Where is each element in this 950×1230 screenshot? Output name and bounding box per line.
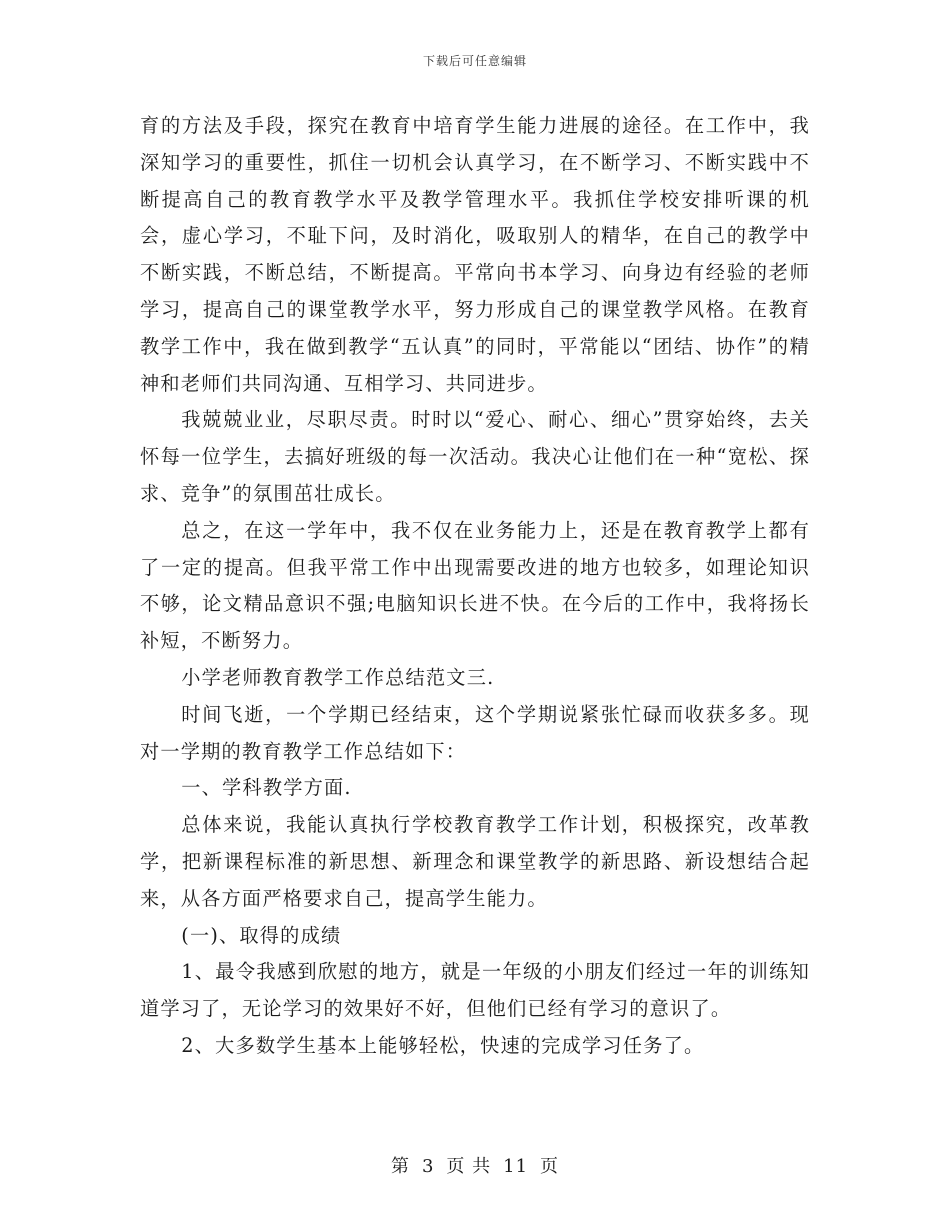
footer-total-pages: 11 <box>503 1156 529 1177</box>
paragraph-7: 总体来说，我能认真执行学校教育教学工作计划，积极探究，改革教学，把新课程标准的新思想、新理念和课堂教学的新思路、新设想结合起来，从各方面严格要求自己，提高学生能力。 <box>140 813 810 910</box>
list-item-1: 1、最令我感到欣慰的地方，就是一年级的小朋友们经过一年的训练知道学习了，无论学习的效果好不好，但他们已经有学习的意识了。 <box>140 960 810 1021</box>
footer-suffix: 页 <box>540 1156 560 1177</box>
document-body <box>140 108 810 1065</box>
page-header: 下载后可任意编辑 <box>422 54 527 68</box>
paragraph-2: 我兢兢业业，尽职尽责。时时以“爱心、耐心、细心”贯穿始终，去关怀每一位学生，去搞好班级的每一次活动。我决心让他们在一种“宽松、探求、竞争”的氛围茁壮成长。 <box>140 408 810 505</box>
heading-achievements: (一)、取得的成绩 <box>181 923 342 947</box>
paragraph-3: 总之，在这一学年中，我不仅在业务能力上，还是在教育教学上都有了一定的提高。但我平常工作中出现需要改进的地方也较多，如理论知识不够，论文精品意识不强;电脑知识长进不快。在今后的工作中，我将扬长补短，不断努力。 <box>140 518 810 653</box>
paragraph-1: 育的方法及手段，探究在教育中培育学生能力进展的途径。在工作中，我深知学习的重要性，抓住一切机会认真学习，在不断学习、不断实践中不断提高自己的教育教学水平及教学管理水平。我抓住学校安排听课的机会，虚心学习，不耻下问，及时消化，吸取别人的精华，在自己的教学中不断实践，不断总结，不断提高。平常向书本学习、向身边有经验的老师学习，提高自己的课堂教学水平，努力形成自己的课堂教学风格。在教育教学工作中，我在做到教学“五认真”的同时，平常能以“团结、协作”的精神和老师们共同沟通、互相学习、共同进步。 <box>140 114 810 395</box>
footer-prefix: 第 <box>390 1156 410 1177</box>
footer-current-page: 3 <box>421 1156 435 1177</box>
footer-middle: 页 共 <box>446 1156 492 1177</box>
list-item-2: 2、大多数学生基本上能够轻松，快速的完成学习任务了。 <box>181 1033 705 1057</box>
heading-subject-teaching: 一、学科教学方面. <box>181 776 352 800</box>
section-title-sample-three: 小学老师教育教学工作总结范文三. <box>181 665 495 689</box>
page-footer <box>0 1152 950 1178</box>
paragraph-5: 时间飞逝，一个学期已经结束，这个学期说紧张忙碌而收获多多。现对一学期的教育教学工作总结如下： <box>140 702 810 763</box>
